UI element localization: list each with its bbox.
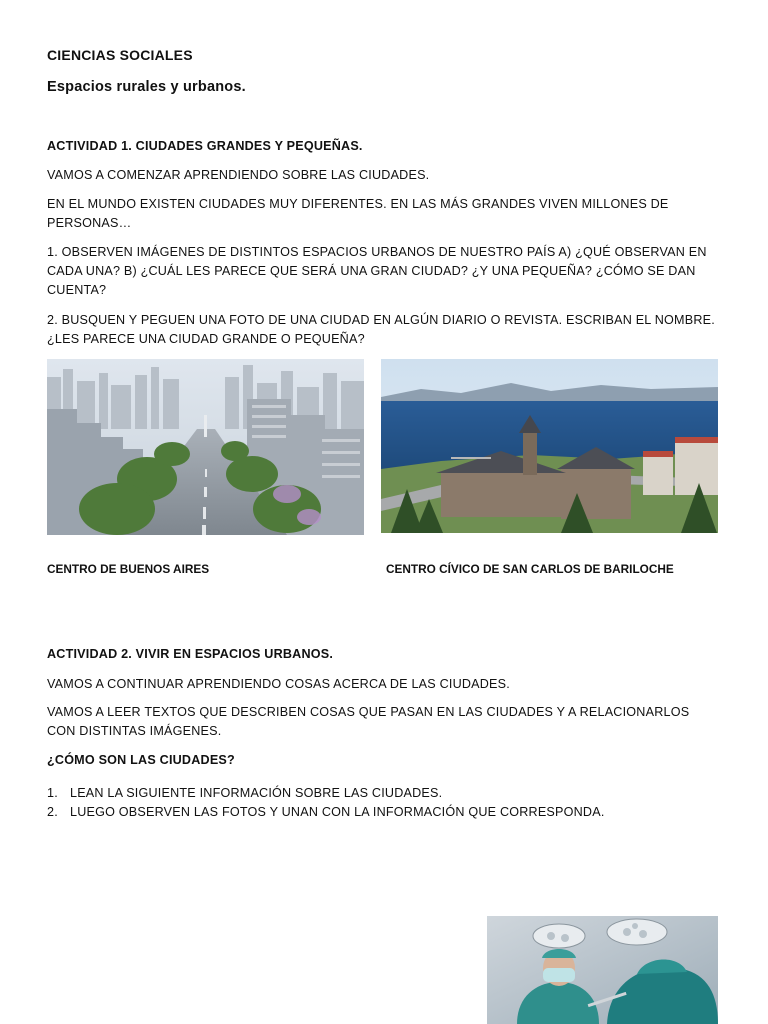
step-text: LEAN LA SIGUIENTE INFORMACIÓN SOBRE LAS CIUDADES. (70, 786, 443, 800)
bariloche-photo (381, 359, 718, 533)
step-number: 2. (47, 805, 58, 819)
topic-heading: Espacios rurales y urbanos. (47, 79, 246, 95)
caption-bariloche: CENTRO CÍVICO DE SAN CARLOS DE BARILOCHE (386, 562, 674, 576)
activity1-intro: VAMOS A COMENZAR APRENDIENDO SOBRE LAS CIUDADES. (47, 168, 430, 182)
activity1-question-2: 2. BUSQUEN Y PEGUEN UNA FOTO DE UNA CIUDAD EN ALGÚN DIARIO O REVISTA. ESCRIBAN EL NOMBRE. ¿LES PARECE UNA CIUDAD GRANDE O PEQUEÑA? (47, 313, 715, 346)
activity1-question-1: 1. OBSERVEN IMÁGENES DE DISTINTOS ESPACIOS URBANOS DE NUESTRO PAÍS A) ¿QUÉ OBSERVAN EN CADA UNA? B) ¿CUÁL LES PARECE QUE SERÁ UNA GRAN CIUDAD? ¿Y UNA PEQUEÑA? ¿CÓMO SE DAN CUENTA? (47, 245, 707, 297)
buenos-aires-photo (47, 359, 364, 535)
list-item (47, 803, 605, 822)
activity2-steps (47, 784, 605, 822)
activity2-task: VAMOS A LEER TEXTOS QUE DESCRIBEN COSAS QUE PASAN EN LAS CIUDADES Y A RELACIONARLOS CON DISTINTAS IMÁGENES. (47, 705, 690, 738)
step-number: 1. (47, 786, 58, 800)
list-item (47, 784, 605, 803)
activity2-title: ACTIVIDAD 2. VIVIR EN ESPACIOS URBANOS. (47, 647, 334, 661)
caption-buenos-aires: CENTRO DE BUENOS AIRES (47, 562, 210, 576)
activity1-context: EN EL MUNDO EXISTEN CIUDADES MUY DIFERENTES. EN LAS MÁS GRANDES VIVEN MILLONES DE PERSONAS… (47, 197, 669, 230)
surgeons-photo (487, 916, 718, 1024)
subject-heading: CIENCIAS SOCIALES (47, 47, 193, 63)
activity1-title: ACTIVIDAD 1. CIUDADES GRANDES Y PEQUEÑAS. (47, 139, 363, 153)
activity2-intro: VAMOS A CONTINUAR APRENDIENDO COSAS ACERCA DE LAS CIUDADES. (47, 677, 510, 691)
activity2-question: ¿CÓMO SON LAS CIUDADES? (47, 753, 235, 767)
step-text: LUEGO OBSERVEN LAS FOTOS Y UNAN CON LA INFORMACIÓN QUE CORRESPONDA. (70, 805, 605, 819)
